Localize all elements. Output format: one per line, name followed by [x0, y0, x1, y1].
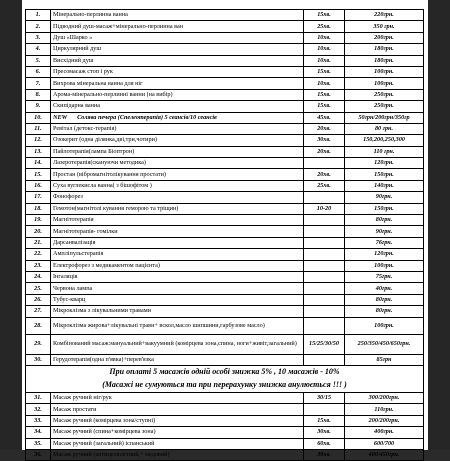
row-duration	[304, 404, 345, 415]
row-name: Електрофорез з медикаментом пацієнта)	[51, 260, 304, 271]
table-row	[26, 334, 424, 354]
price-list-sheet	[22, 0, 428, 459]
row-number: 8.	[26, 89, 51, 100]
row-number: 4.	[26, 44, 51, 55]
table-row	[26, 21, 424, 32]
row-price: 180грн.	[345, 55, 424, 66]
row-number: 15.	[26, 169, 51, 180]
table-row	[26, 169, 424, 180]
row-name: Лазеротерапія(скануючи методика)	[51, 158, 304, 169]
row-duration: 10хв.	[304, 32, 345, 43]
row-name: Підводний душ-масаж+мінерально-перлинна ван	[51, 21, 304, 32]
note-row	[26, 379, 424, 393]
procedures-group-new	[26, 112, 424, 123]
row-number: 31.	[26, 392, 51, 403]
row-duration: 30хв.	[304, 135, 345, 146]
row-name: Мінерально-перлинна ванна	[51, 10, 304, 21]
table-row	[26, 123, 424, 134]
table-row	[26, 294, 424, 305]
table-row	[26, 260, 424, 271]
new-badge: NEW	[53, 113, 68, 121]
row-price: 80грн.	[345, 215, 424, 226]
table-row	[26, 449, 424, 460]
row-price: 90грн.	[345, 192, 424, 203]
row-duration	[304, 226, 345, 237]
row-price: 140грн.	[345, 180, 424, 191]
row-number: 25.	[26, 283, 51, 294]
row-name: Вихрова мінеральна ванна для ніг	[51, 78, 304, 89]
row-number: 16.	[26, 180, 51, 191]
row-number: 22.	[26, 249, 51, 260]
row-duration: 15хв.	[304, 101, 345, 112]
row-name: Душ «Шарко »	[51, 32, 304, 43]
row-name: Ревітал (детокс-терапія)	[51, 123, 304, 134]
row-duration: 30хв.	[304, 427, 345, 438]
row-price: 100грн.	[345, 317, 424, 334]
table-row	[26, 392, 424, 403]
row-name	[51, 112, 304, 123]
row-name: Озокерит (одна ділянка,дві,три,чотири)	[51, 135, 304, 146]
row-duration: 30хв.	[304, 449, 345, 460]
row-price: 40грн.	[345, 283, 424, 294]
row-duration	[304, 294, 345, 305]
row-number: 3.	[26, 32, 51, 43]
table-row	[26, 438, 424, 449]
table-row	[26, 354, 424, 365]
procedures-group-multiline	[26, 317, 424, 365]
row-duration: 15хв.	[304, 89, 345, 100]
row-name: Фонофорез	[51, 192, 304, 203]
row-price: 300/200грн.	[345, 392, 424, 403]
row-name: Червона лампа	[51, 283, 304, 294]
row-duration: 45хв.	[304, 112, 345, 123]
row-price: 50грн/200грн/350гр	[345, 112, 424, 123]
row-price: 150грн.	[345, 203, 424, 214]
row-duration: 10хв.	[304, 44, 345, 55]
row-duration	[304, 283, 345, 294]
row-number: 19.	[26, 215, 51, 226]
row-duration: 25хв.	[304, 180, 345, 191]
table-row	[26, 226, 424, 237]
row-name: Простан (вібромагнітолікування простати)	[51, 169, 304, 180]
row-name: Герудотерапія(одна п'явка)+перев'язка	[51, 354, 304, 365]
row-duration: 60хв.	[304, 438, 345, 449]
row-name: Комбінований масаж:мануальний+вакуумний (комірцева зона,спина, ноги+живіт,загальний)	[51, 334, 304, 354]
row-duration	[304, 158, 345, 169]
row-price: 220грн.	[345, 10, 424, 21]
row-name: Суха вуглекисла ванна( з бішофітом )	[51, 180, 304, 191]
row-duration	[304, 317, 345, 334]
table-row	[26, 44, 424, 55]
row-price: 200/200грн.	[345, 415, 424, 426]
row-duration	[304, 271, 345, 282]
row-duration: 15хв.	[304, 66, 345, 77]
row-price: 100грн.	[345, 66, 424, 77]
row-price: 110 грн.	[345, 146, 424, 157]
table-row	[26, 32, 424, 43]
right-frame	[428, 0, 450, 450]
table-row	[26, 158, 424, 169]
discount-note-line-1: При оплаті 5 масажів одній особі знижка 5% , 10 масажів - 10%	[26, 365, 424, 379]
row-name: Гемотон(магнітолі кування геморою та тріщин)	[51, 203, 304, 214]
row-duration	[304, 260, 345, 271]
table-row	[26, 146, 424, 157]
procedures-group-b	[26, 123, 424, 317]
row-duration: 20хв.	[304, 123, 345, 134]
row-name: Магнітотерапія- гомілки	[51, 226, 304, 237]
row-number: 9.	[26, 101, 51, 112]
row-price: 75грн.	[345, 271, 424, 282]
row-price: 120грн.	[345, 158, 424, 169]
table-row	[26, 101, 424, 112]
row-name: Пайлотерапія(лампа Біоптрон)	[51, 146, 304, 157]
row-name: Арома-мінерально-перлинні ванни (на вибір)	[51, 89, 304, 100]
row-price: 120грн.	[345, 249, 424, 260]
row-duration	[304, 306, 345, 317]
massage-group	[26, 392, 424, 460]
row-duration	[304, 249, 345, 260]
row-number: 26.	[26, 294, 51, 305]
row-number: 35.	[26, 438, 51, 449]
price-table	[25, 9, 424, 461]
row-duration: 15/25/30/50	[304, 334, 345, 354]
row-number: 36.	[26, 449, 51, 460]
row-name: Масаж простати	[51, 404, 304, 415]
discount-note	[26, 365, 424, 392]
row-price: 85грн	[345, 354, 424, 365]
row-duration: 15хв.	[304, 10, 345, 21]
row-price: 400/450грн.	[345, 449, 424, 460]
row-price: 250/350/450/650грн.	[345, 334, 424, 354]
row-number: 33.	[26, 415, 51, 426]
row-name: Масаж ручний (антицелюлітний,+ медовий)	[51, 449, 304, 460]
table-row	[26, 78, 424, 89]
row-number: 24.	[26, 271, 51, 282]
discount-note-line-2: (Масажі не сумуються та при перерахунку знижка анулюється !!! )	[26, 379, 424, 393]
row-name: Скипідарна ванна	[51, 101, 304, 112]
table-row	[26, 427, 424, 438]
procedures-group-a	[26, 10, 424, 113]
row-price: 250грн.	[345, 101, 424, 112]
row-name: Інгаляція	[51, 271, 304, 282]
row-duration: 10-20	[304, 203, 345, 214]
row-duration: 15хв.	[304, 415, 345, 426]
row-number: 27.	[26, 306, 51, 317]
table-row	[26, 237, 424, 248]
row-price: 80 грн.	[345, 123, 424, 134]
row-name: Дарсанвалізація	[51, 237, 304, 248]
row-number: 6.	[26, 66, 51, 77]
row-name: Ампліпульстерапія	[51, 249, 304, 260]
row-price: 350 грн.	[345, 21, 424, 32]
table-row	[26, 249, 424, 260]
table-row	[26, 317, 424, 334]
row-duration	[304, 192, 345, 203]
row-duration: 20хв.	[304, 169, 345, 180]
table-row	[26, 66, 424, 77]
table-row	[26, 192, 424, 203]
row-number: 12.	[26, 135, 51, 146]
row-price: 400грн.	[345, 427, 424, 438]
row-number: 1.	[26, 10, 51, 21]
row-duration: 10хв.	[304, 55, 345, 66]
row-price: 110грн.	[345, 404, 424, 415]
row-duration	[304, 354, 345, 365]
row-price: 80грн.	[345, 294, 424, 305]
row-price: 150грн.	[345, 169, 424, 180]
row-name: Масаж ручний ніг/рук	[51, 392, 304, 403]
row-price: 100грн.	[345, 78, 424, 89]
row-name: Циркулярний душ	[51, 44, 304, 55]
row-number: 14.	[26, 158, 51, 169]
table-row	[26, 10, 424, 21]
row-price: 200грн.	[345, 32, 424, 43]
row-name: Тубус-кварц	[51, 294, 304, 305]
row-price: 80грн.	[345, 306, 424, 317]
table-row	[26, 404, 424, 415]
row-duration: 30/15	[304, 392, 345, 403]
row-price: 250грн.	[345, 89, 424, 100]
row-number: 11.	[26, 123, 51, 134]
row-number: 13.	[26, 146, 51, 157]
row-number: 18.	[26, 203, 51, 214]
row-name: Магнітотерапія	[51, 215, 304, 226]
row-number: 34.	[26, 427, 51, 438]
row-number: 10.	[26, 112, 51, 123]
row-name: Масаж ручний (комірцева зона/ступні)	[51, 415, 304, 426]
row-number: 7.	[26, 78, 51, 89]
table-row	[26, 55, 424, 66]
row-number: 20.	[26, 226, 51, 237]
row-price: 180грн.	[345, 44, 424, 55]
row-duration: 10хв.	[304, 78, 345, 89]
row-price: 90грн.	[345, 226, 424, 237]
row-price: 100грн.	[345, 260, 424, 271]
row-number: 30.	[26, 354, 51, 365]
table-row	[26, 203, 424, 214]
table-row	[26, 89, 424, 100]
row-name: Мікроклізма жирова+лікувальні травн+ вскол,масло шипшини,гарбузове масло)	[51, 317, 304, 334]
row-name: Мікроклізма з лікувальними травами	[51, 306, 304, 317]
row-number: 17.	[26, 192, 51, 203]
row-duration	[304, 215, 345, 226]
table-row	[26, 135, 424, 146]
row-duration	[304, 237, 345, 248]
left-frame	[0, 0, 22, 450]
row-name: Масаж ручний (спина+комірцева зона)	[51, 427, 304, 438]
row-price: 600/700	[345, 438, 424, 449]
note-row	[26, 365, 424, 379]
table-row	[26, 415, 424, 426]
row-number: 32.	[26, 404, 51, 415]
row-name: Висхідний душ	[51, 55, 304, 66]
row-number: 28.	[26, 317, 51, 334]
row-number: 29.	[26, 334, 51, 354]
row-name-text: Солява печера (Спелеотерапія) 5 сеансів/10 сеансів	[77, 113, 217, 121]
row-duration: 25хв.	[304, 21, 345, 32]
table-row	[26, 180, 424, 191]
row-number: 2.	[26, 21, 51, 32]
row-duration: 20хв.	[304, 146, 345, 157]
row-number: 23.	[26, 260, 51, 271]
row-number: 21.	[26, 237, 51, 248]
table-row	[26, 306, 424, 317]
table-row	[26, 215, 424, 226]
row-number: 5.	[26, 55, 51, 66]
row-price: 76грн.	[345, 237, 424, 248]
row-name: Пресомасаж стоп і рук	[51, 66, 304, 77]
row-name: Масаж ручний (загальний) іспанський	[51, 438, 304, 449]
row-price: 150,200,250,300	[345, 135, 424, 146]
table-row	[26, 112, 424, 123]
table-row	[26, 283, 424, 294]
table-row	[26, 271, 424, 282]
